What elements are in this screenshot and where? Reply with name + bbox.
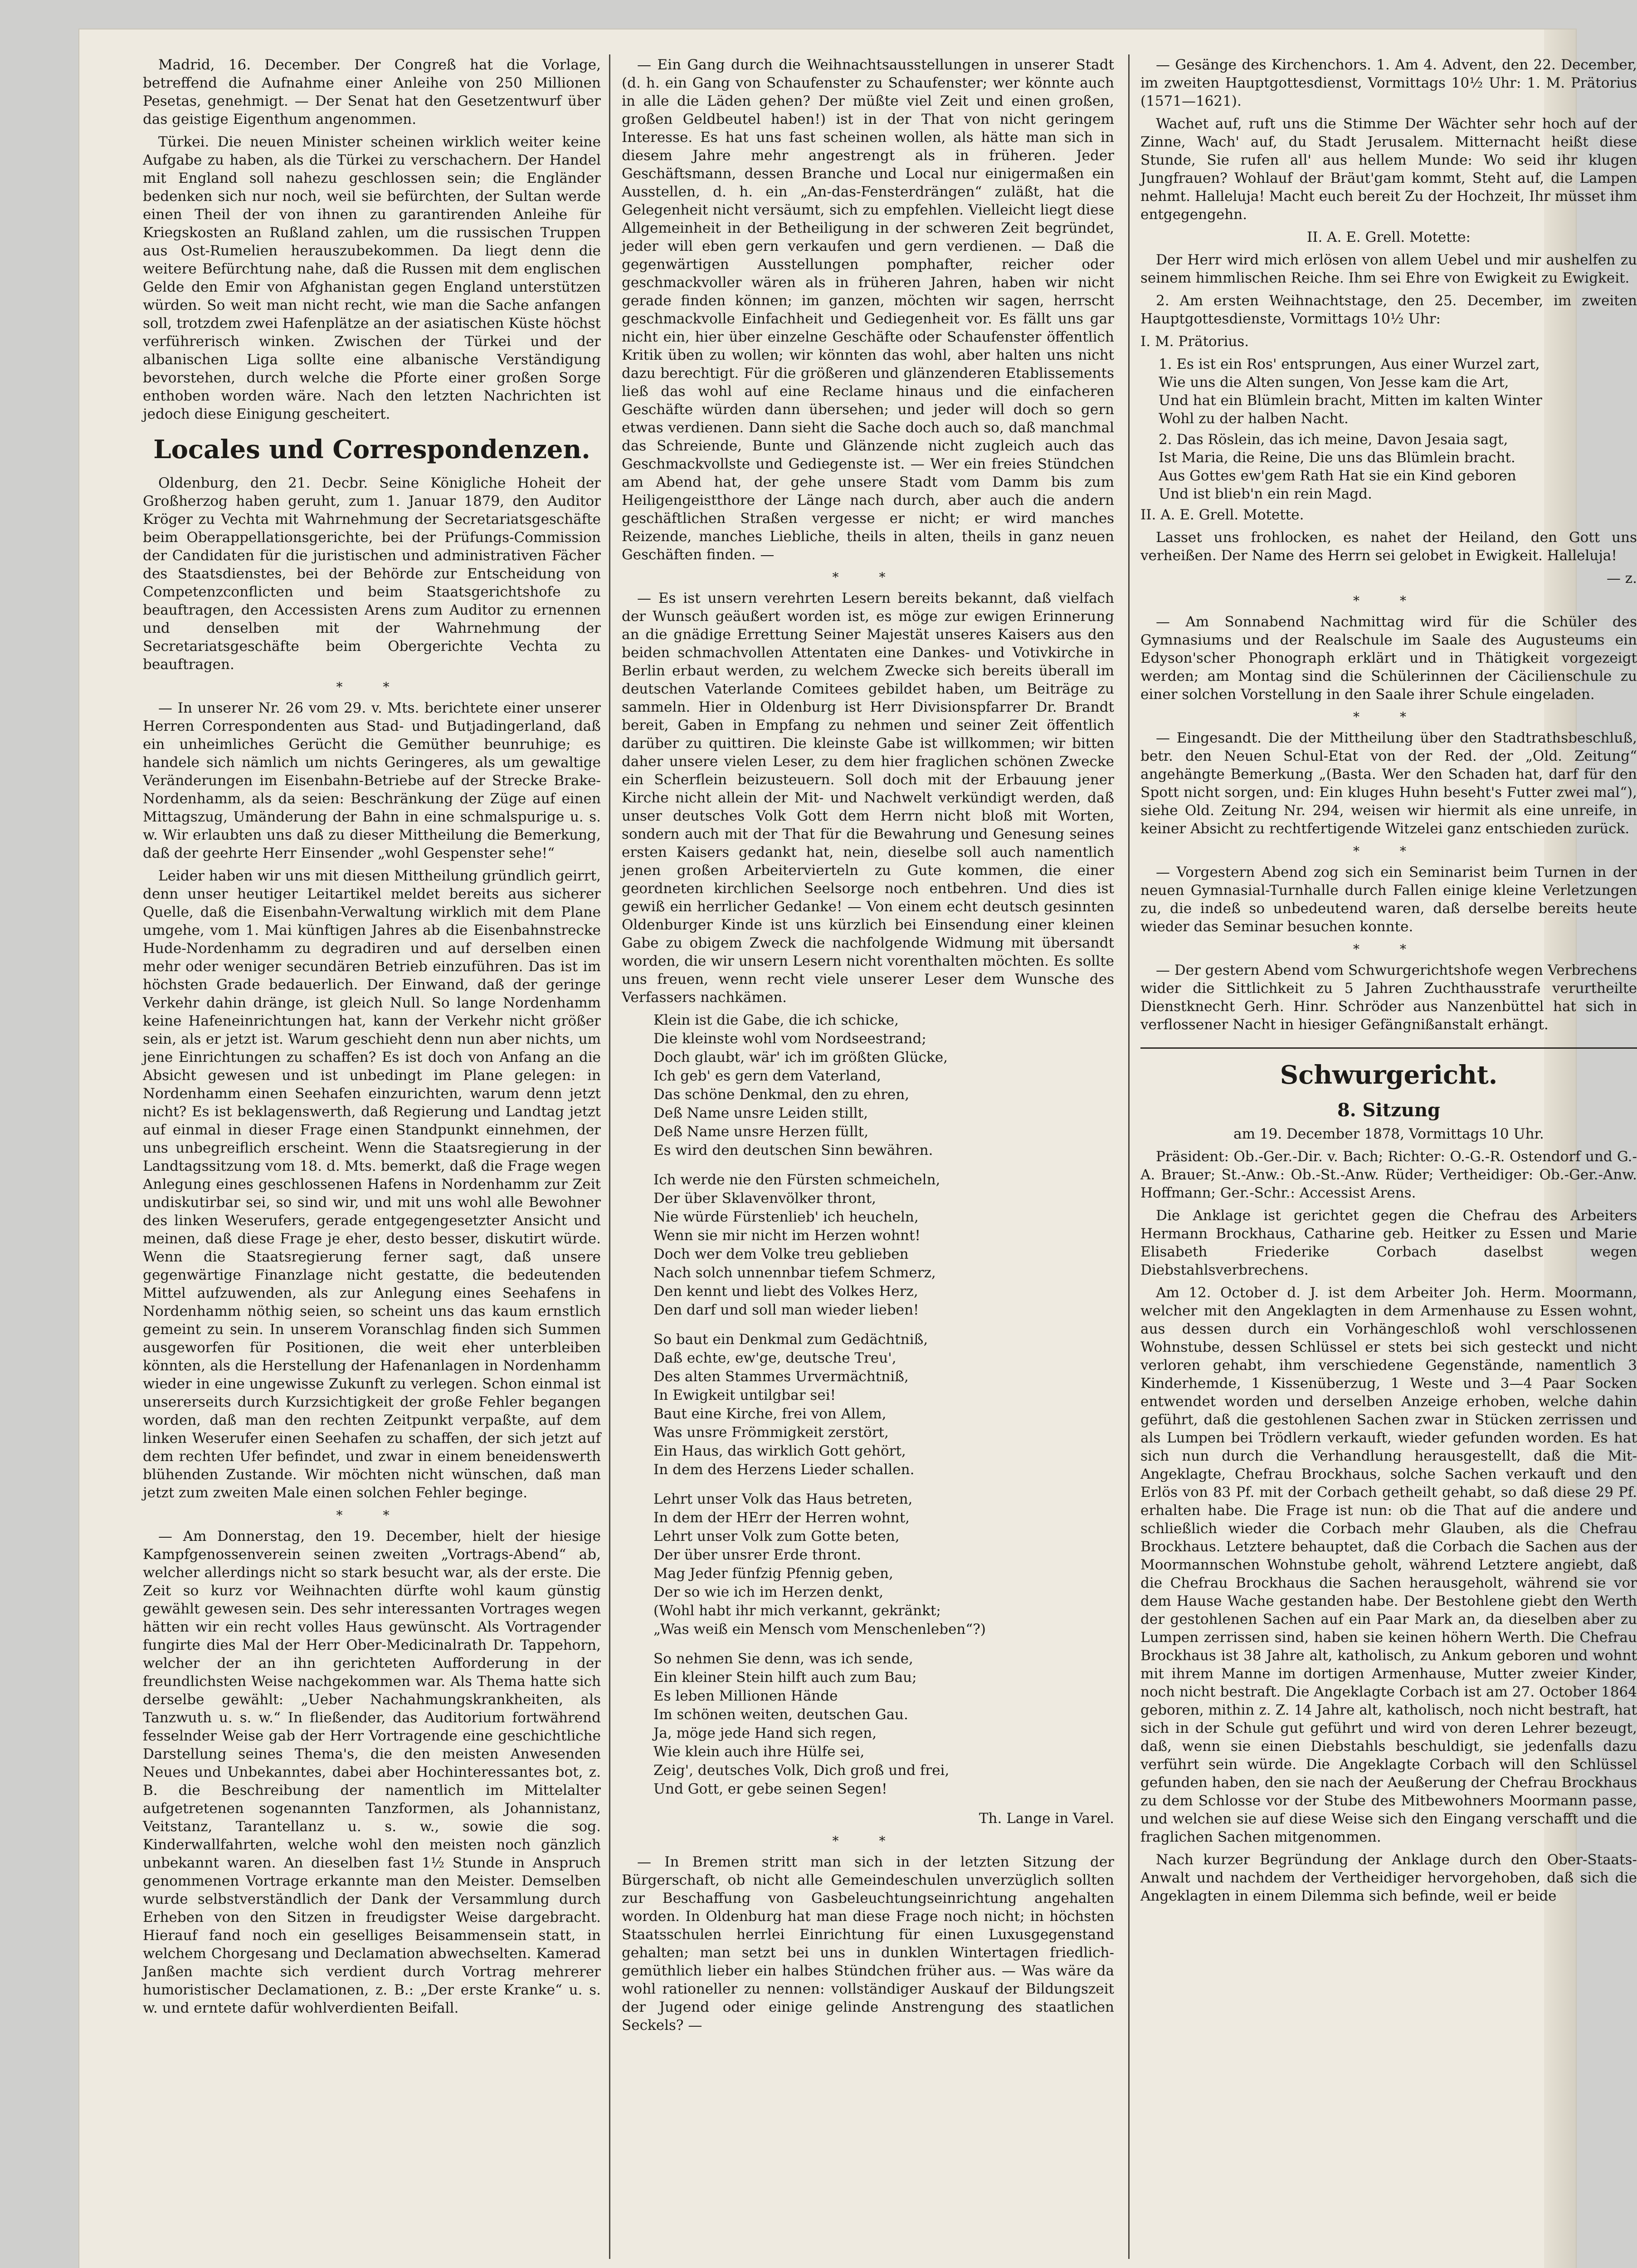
verse-line: Ist Maria, die Reine, Die uns das Blümlein bracht. bbox=[1159, 450, 1515, 466]
verse-line: Und Gott, er gebe seinen Segen! bbox=[653, 1781, 887, 1797]
motette-text-2: Lasset uns frohlocken, es nahet der Heiland, den Gott uns verheißen. Der Name des Herrn sei gelobet in Ewigkeit. Halleluja! bbox=[1140, 529, 1637, 564]
verse-line: Nach solch unnennbar tiefem Schmerz, bbox=[653, 1265, 936, 1281]
poem-signature: Th. Lange in Varel. bbox=[979, 1810, 1114, 1827]
article-madrid: Madrid, 16. December. Der Congreß hat die Vorlage, betreffend die Aufnahme einer Anleihe von 250 Millionen Pesetas, genehmigt. — Der Senat hat den Gesetzentwurf über das geistige Eigenthum angenommen. bbox=[143, 57, 601, 127]
article-kampfgenossenverein: — Am Donnerstag, den 19. December, hielt der hiesige Kampfgenossenverein seinen zweiten „Vortrags-Abend“ ab, welcher allerdings nicht so stark besucht war, als der erste. Die Zeit so kurz vor Weihnachten dürfte wohl kaum günstig gewählt gewesen sein. Des sehr interessanten Vortrages wegen hätten wir ein recht volles Haus gewünscht. Als Vortragender fungirte dies Mal der Herr Ober-Medicinalrath Dr. Tappehorn, welcher der an ihn gerichteten Aufforderung in der freundlichsten Weise nachgekommen war. Als Thema hatte sich derselbe gewählt: „Ueber Nachahmungskrankheiten, als Tanzwuth u. s. w.“ In fließender, das Auditorium fortwährend fesselnder Weise gab der Herr Vortragende eine geschichtliche Darstellung seines Thema's, die den meisten Anwesenden Neues und Unbekanntes, dabei aber Hochinteressantes bot, z. B. die Beschreibung der namentlich im Mittelalter aufgetretenen sogenannten Tanzformen, als Johannistanz, Veitstanz, Tarantellanz u. s. w., sowie die sog. Kinderwallfahrten, welche wohl den meisten noch gänzlich unbekannt waren. An dieselben fast 1½ Stunde in Anspruch genommenen Vortrage erkannte man den Meister. Demselben wurde selbstverständlich der Dank der Versammlung durch Erheben von den Sitzen in freudigster Weise dargebracht. Hierauf fand noch ein geselliges Beisammensein statt, in welchem Chorgesang und Declamation abwechselten. Kamerad Janßen machte sich verdient durch Vortrag mehrerer humoristischer Declamationen, z. B.: „Der erste Kranke“ u. s. w. und erntete dafür wohlverdienten Beifall. bbox=[143, 1528, 601, 2016]
article-votivkirche: — Es ist unsern verehrten Lesern bereits bekannt, daß vielfach der Wunsch geäußert worden ist, es möge zur ewigen Erinnerung an die gnädige Errettung Seiner Majestät unseres Kaisers aus den beiden schmachvollen Attentaten eine Dankes- und Votivkirche in Berlin erbaut werden, zu welchem Zwecke sich bereits überall im deutschen Vaterlande Comitees gebildet haben, um Beiträge zu sammeln. Hier in Oldenburg ist Herr Divisionspfarrer Dr. Brandt bereit, Gaben in Empfang zu nehmen und seiner Zeit öffentlich darüber zu quittiren. Die kleinste Gabe ist willkommen; wir bitten daher unsere vielen Leser, zu dem hier fraglichen schönen Zwecke ein Scherflein beizusteuern. Soll doch mit der Erbauung jener Kirche nicht allein der Mit- und Nachwelt verkündigt werden, daß unser deutsches Volk Gott dem Herrn nicht bloß mit Worten, sondern auch mit der That für die Bewahrung und Genesung seines ersten Kaisers gedankt hat, nein, dieselbe soll auch namentlich jenen großen Arbeitervierteln zu Gute kommen, die einer geordneten kirchlichen Seelsorge noch entbehren. Und dies ist gewiß ein herrlicher Gedanke! — Von einem echt deutsch gesinnten Oldenburger Kinde ist uns kürzlich bei Einsendung einer kleinen Gabe zu obigem Zweck die nachfolgende Widmung mit übersandt worden, die wir unsern Lesern nicht vorenthalten möchten. Es sollte uns freuen, wenn recht viele unserer Leser dem Wunsche des Verfassers nachkämen. bbox=[622, 590, 1114, 1006]
article-weihnachtsausstellungen: — Ein Gang durch die Weihnachtsausstellungen in unserer Stadt (d. h. ein Gang von Schaufenster zu Schaufenster; wer könnte auch in alle die Läden gehen? Der müßte viel Zeit und einen großen, großen Geldbeutel haben!) ist in der That von nicht geringem Interesse. Es hat uns fast scheinen wollen, als hätte man sich in diesem Jahre mehr angestrengt als in früheren. Jeder Geschäftsmann, dessen Branche und Local nur einigermaßen ein Ausstellen, d. h. ein „An-das-Fensterdrängen“ zuläßt, hat die Gelegenheit nicht versäumt, sich zu empfehlen. Vielleicht liegt diese Allgemeinheit in der Betheiligung in der schweren Zeit begründet, jeder will eben gern verkaufen und gern verdienen. — Daß die gegenwärtigen Ausstellungen pomphafter, reicher oder geschmackvoller wären als in früheren Jahren, haben wir nicht gerade finden können; im ganzen, möchten wir sagen, herrscht geschmackvolle Einfachheit und Gediegenheit vor. Es fällt uns gar nicht ein, hier über einzelne Geschäfte oder Schaufenster öffentlich Kritik üben zu wollen; wir könnten das wohl, aber halten uns nicht dazu berechtigt. Für die größeren und glänzenderen Etablissements ließ das wohl auf eine Reclame hinaus und die einfacheren Geschäfte würden dann übersehen; und jeder will doch so gern etwas verdienen. Dann sieht die Sache doch auch so, daß manchmal das Schreiende, Bunte und Glänzende nicht zugleich auch das Geschmackvollste und Gediegenste ist. — Wer ein freies Stündchen am Abend hat, der gehe unsere Stadt vom Damm bis zum Heiligengeistthore der Länge nach durch, aber auch die andern geschäftlichen Straßen vergesse er nicht; er wird manches Reizende, manches Liebliche, theils in alten, theils in ganz neuen Geschäften finden. — bbox=[622, 57, 1114, 563]
separator-stars: * * bbox=[336, 679, 408, 694]
verse-line: Und ist blieb'n ein rein Magd. bbox=[1159, 486, 1372, 502]
verse-line: Deß Name unsre Herzen füllt, bbox=[653, 1124, 869, 1140]
verse-line: Wie klein auch ihre Hülfe sei, bbox=[653, 1744, 865, 1760]
column-rule-right bbox=[1128, 54, 1130, 2259]
section-title-locales: Locales und Correspondenzen. bbox=[153, 435, 590, 464]
verse-line: Ja, möge jede Hand sich regen, bbox=[653, 1725, 877, 1741]
verse-line: In dem der HErr der Herren wohnt, bbox=[653, 1510, 910, 1526]
column-rule-left bbox=[609, 54, 610, 2259]
court-members: Präsident: Ob.-Ger.-Dir. v. Bach; Richter: O.-G.-R. Ostendorf und G.-A. Brauer; St.-Anw.: Ob.-St.-Anw. Rüder; Vertheidiger: Ob.-Ger.-Anw. Hoffmann; Ger.-Schr.: Accessist Arens. bbox=[1140, 1149, 1637, 1201]
verse-line: Klein ist die Gabe, die ich schicke, bbox=[653, 1012, 899, 1028]
verse-line: So nehmen Sie denn, was ich sende, bbox=[653, 1651, 913, 1667]
verse-line: 1. Es ist ein Ros' entsprungen, Aus einer Wurzel zart, bbox=[1159, 356, 1540, 372]
verse-line: Doch glaubt, wär' ich im größten Glücke, bbox=[653, 1049, 948, 1066]
session-number: 8. Sitzung bbox=[1337, 1100, 1441, 1121]
verse-line: Wenn sie mir nicht im Herzen wohnt! bbox=[653, 1227, 921, 1244]
verse-line: Wie uns die Alten sungen, Von Jesse kam die Art, bbox=[1159, 374, 1509, 391]
motette-heading-2: II. A. E. Grell. Motette. bbox=[1140, 507, 1304, 523]
verse-line: So baut ein Denkmal zum Gedächtniß, bbox=[653, 1331, 928, 1348]
hymn-verse-1 bbox=[1159, 355, 1637, 428]
article-brake: — In unserer Nr. 26 vom 29. v. Mts. berichtete einer unserer Herren Correspondenten aus Stad- und Butjadingerland, daß ein unheimliches Gerücht die Gemüther beunruhige; es handele sich nämlich um nichts Geringeres, als um gewaltige Veränderungen im Eisenbahn-Betriebe auf der Strecke Brake-Nordenhamm, als da seien: Beschränkung der Züge auf einen Mittagszug, Umänderung der Bahn in eine schmalspurige u. s. w. Wir erlaubten uns daß zu dieser Mittheilung die Bemerkung, daß der geehrte Herr Einsender „wohl Gespenster sehe!“ bbox=[143, 700, 601, 861]
newspaper-page bbox=[79, 29, 1637, 2268]
hymn-verse-2 bbox=[1159, 430, 1637, 503]
verse-line: In Ewigkeit untilgbar sei! bbox=[653, 1387, 836, 1403]
verse-line: Und hat ein Blümlein bracht, Mitten im kalten Winter bbox=[1159, 392, 1542, 409]
verse-line: Lehrt unser Volk zum Gotte beten, bbox=[653, 1528, 900, 1545]
article-schwurgericht-note: — Der gestern Abend vom Schwurgerichtshofe wegen Verbrechens wider die Sittlichkeit zu 5 Jahren Zuchthausstrafe verurtheilte Dienstknecht Gerh. Hinr. Schröder aus Nanzenbüttel hat sich in verflossener Nacht in hiesiger Gefängnißanstalt erhängt. bbox=[1140, 962, 1637, 1033]
verse-line: Des alten Stammes Urvermächtniß, bbox=[653, 1369, 909, 1385]
verse-line: Der so wie ich im Herzen denkt, bbox=[653, 1584, 884, 1600]
separator-stars: * * bbox=[1353, 942, 1424, 957]
verse-line: Die kleinste wohl vom Nordseestrand; bbox=[653, 1031, 926, 1047]
verse-line: Lehrt unser Volk das Haus betreten, bbox=[653, 1491, 913, 1507]
verse-line: Der über unsrer Erde thront. bbox=[653, 1547, 862, 1563]
separator-stars: * * bbox=[1353, 844, 1424, 859]
verse-line: Im schönen weiten, deutschen Gau. bbox=[653, 1706, 908, 1723]
verse-line: Der über Sklavenvölker thront, bbox=[653, 1190, 877, 1207]
verse-line: Deß Name unsre Leiden stillt, bbox=[653, 1105, 868, 1121]
composer-praetorius: I. M. Prätorius. bbox=[1140, 333, 1249, 350]
section-divider bbox=[1140, 1047, 1637, 1049]
verse-line: Es leben Millionen Hände bbox=[653, 1688, 838, 1704]
article-bremen: — In Bremen stritt man sich in der letzten Sitzung der Bürgerschaft, ob nicht alle Gemeindeschulen unverzüglich sollten zur Beschaffung von Gasbeleuchtungseinrichtung angehalten worden. In Oldenburg hat man diese Frage noch nicht; in höchsten Staatsschulen herrlei Einrichtung für einen Luxusgegenstand gehalten; man setzt bei uns in dunklen Wintertagen friedlich-gemüthlich lieber ein halbes Stündchen früher aus. — Was wäre da wohl rationeller zu nennen: vollständiger Auskauf der Bildungszeit der Jugend oder einige gelinde Anstrengung des staatlichen Seckels? — bbox=[622, 1854, 1114, 2033]
verse-line: Doch wer dem Volke treu geblieben bbox=[653, 1246, 909, 1262]
verse-line: Ein Haus, das wirklich Gott gehört, bbox=[653, 1443, 906, 1459]
separator-stars: * * bbox=[1353, 593, 1424, 608]
article-brake-continued: Leider haben wir uns mit diesen Mittheilung gründlich geirrt, denn unser heutiger Leitartikel meldet bereits aus sicherer Quelle, daß die Eisenbahn-Verwaltung wirklich mit dem Plane umgehe, vom 1. Mai künftigen Jahres ab die Eisenbahnstrecke Hude-Nordenhamm zu degradiren und auf derselben einen mehr oder weniger secundären Betrieb einzuführen. Das ist im höchsten Grade bedauerlich. Der Einwand, daß der geringe Verkehr dahin dränge, ist gleich Null. So lange Nordenhamm keine Hafeneinrichtungen hat, kann der Verkehr nicht größer sein, als er jetzt ist. Warum geschieht denn nun aber nichts, um jene Einrichtungen zu schaffen? Es ist doch von Anfang an die Absicht gewesen und ist unbedingt im Plane gelegen: in Nordenhamm einen Seehafen einzurichten, warum denn jetzt nicht? Es ist beklagenswerth, daß Regierung und Landtag jetzt auf einmal in dieser Frage einen Standpunkt einnehmen, der uns unbegreiflich erscheint. Wenn die Staatsregierung in der Landtagssitzung vom 18. d. Mts. bemerkt, daß die Frage wegen Anlegung eines geschlossenen Hafens in Nordenhamm zur Zeit undiskutirbar sei, so sind wir, und mit uns wohl alle Bewohner des linken Weserufers, gerade entgegengesetzter Ansicht und meinen, daß diese Frage je eher, desto besser, diskutirt würde. Wenn die Staatsregierung ferner sagt, daß unsere gegenwärtige Finanzlage nicht gestatte, die bedeutenden Mittel aufzuwenden, als zur Anlegung eines Seehafens in Nordenhamm nöthig seien, so scheint uns das kaum ernstlich gemeint zu sein. In unserem Voranschlag finden sich Summen ausgeworfen für Positionen, die weit eher unterbleiben könnten, als die Herstellung der Hafenanlagen in Nordenhamm wieder in eine ungewisse Zukunft zu verlegen. Schon einmal ist unsererseits durch Kurzsichtigkeit der große Fehler begangen worden, daß man den rechten Zeitpunkt verpaßte, auf dem linken Weserufer einen Seehafen zu schaffen, der sich jetzt auf dem rechten Ufer befindet, und zwar in einem beneidenswerth blühenden Zustande. Wir möchten nicht wünschen, daß man jetzt zum zweiten Male einen solchen Fehler beginge. bbox=[143, 868, 601, 1501]
verse-line: Mag Jeder fünfzig Pfennig geben, bbox=[653, 1565, 893, 1582]
verse-line: Nie würde Fürstenlieb' ich heucheln, bbox=[653, 1209, 919, 1225]
section-title-schwurgericht: Schwurgericht. bbox=[1280, 1060, 1498, 1090]
verse-line: Aus Gottes ew'gem Rath Hat sie ein Kind geboren bbox=[1159, 468, 1516, 484]
article-seminarist: — Vorgestern Abend zog sich ein Seminarist beim Turnen in der neuen Gymnasial-Turnhalle durch Fallen einige kleine Verletzungen zu, die indeß so unbedeutend waren, daß derselbe bereits heute wieder das Seminar besuchen konnte. bbox=[1140, 864, 1637, 935]
column-left bbox=[143, 56, 601, 2256]
poem-stanza-4 bbox=[653, 1490, 1114, 1639]
motette-heading-1: II. A. E. Grell. Motette: bbox=[1306, 229, 1471, 245]
verse-line: Den darf und soll man wieder lieben! bbox=[653, 1302, 919, 1318]
verse-line: Ein kleiner Stein hilft auch zum Bau; bbox=[653, 1669, 917, 1686]
motette-text-1: Der Herr wird mich erlösen von allem Uebel und mir aushelfen zu seinem himmlischen Reiche. Ihm sei Ehre von Ewigkeit zu Ewigkeit. bbox=[1140, 252, 1637, 286]
verse-line: „Was weiß ein Mensch vom Menschenleben“?) bbox=[653, 1621, 986, 1637]
verse-line: Das schöne Denkmal, den zu ehren, bbox=[653, 1086, 910, 1103]
verse-line: Es wird den deutschen Sinn bewähren. bbox=[653, 1142, 933, 1158]
verse-line: Zeig', deutsches Volk, Dich groß und frei, bbox=[653, 1762, 950, 1779]
poem-stanza-2 bbox=[653, 1171, 1114, 1320]
separator-stars: * * bbox=[832, 1833, 904, 1848]
author-initial: — z. bbox=[1606, 570, 1637, 587]
verse-line: 2. Das Röslein, das ich meine, Davon Jesaia sagt, bbox=[1159, 431, 1508, 448]
verse-line: Den kennt und liebt des Volkes Herz, bbox=[653, 1283, 918, 1300]
poem-stanza-3 bbox=[653, 1330, 1114, 1479]
hymn-wachet-auf: Wachet auf, ruft uns die Stimme Der Wächter sehr hoch auf der Zinne, Wach' auf, du Stadt Jerusalem. Mitternacht heißt diese Stunde, Sie rufen all' aus hellem Munde: Wo seid ihr klugen Jungfrauen? Wohlauf der Bräut'gam kommt, Steht auf, die Lampen nehmt. Halleluja! Macht euch bereit Zu der Hochzeit, Ihr müsset ihm entgegengehn. bbox=[1140, 116, 1637, 223]
verse-line: Baut eine Kirche, frei von Allem, bbox=[653, 1406, 887, 1422]
separator-stars: * * bbox=[336, 1508, 408, 1523]
article-kirchenchor: — Gesänge des Kirchenchors. 1. Am 4. Advent, den 22. December, im zweiten Hauptgottesdienst, Vormittags 10½ Uhr: 1. M. Prätorius (1571—1621). bbox=[1140, 57, 1637, 109]
christmas-service: 2. Am ersten Weihnachtstage, den 25. December, im zweiten Hauptgottesdienste, Vormittags 10½ Uhr: bbox=[1140, 293, 1637, 327]
separator-stars: * * bbox=[1353, 709, 1424, 724]
verse-line: In dem des Herzens Lieder schallen. bbox=[653, 1461, 915, 1478]
verse-line: Ich werde nie den Fürsten schmeicheln, bbox=[653, 1172, 940, 1188]
session-date: am 19. December 1878, Vormittags 10 Uhr. bbox=[1233, 1126, 1544, 1142]
poem-stanza-1 bbox=[653, 1011, 1114, 1160]
verse-line: Was unsre Frömmigkeit zerstört, bbox=[653, 1424, 889, 1441]
verse-line: Daß echte, ew'ge, deutsche Treu', bbox=[653, 1350, 896, 1366]
verse-line: Wohl zu der halben Nacht. bbox=[1159, 411, 1349, 427]
verse-line: Ich geb' es gern dem Vaterland, bbox=[653, 1068, 881, 1084]
article-oldenburg: Oldenburg, den 21. Decbr. Seine Königliche Hoheit der Großherzog haben geruht, zum 1. Januar 1879, den Auditor Kröger zu Vechta mit Wahrnehmung der Secretariatsgeschäfte beim Oberappellationsgerichte, bei der Prüfungs-Commission der Candidaten für die juristischen und administrativen Fächer des Staatsdienstes, bei der Behörde zur Entscheidung von Competenzconflicten und beim Staatsgerichtshofe zu beauftragen, den Accessisten Arens zum Auditor zu ernennen und denselben mit der Wahrnehmung der Secretariatsgeschäfte beim Obergerichte Vechta zu beauftragen. bbox=[143, 475, 601, 673]
court-proceedings: Nach kurzer Begründung der Anklage durch den Ober-Staats-Anwalt und nachdem der Vertheidiger hervorgehoben, daß sich die Angeklagten in einem Dilemma sich befinde, weil er beide bbox=[1140, 1852, 1637, 1904]
column-right bbox=[1140, 56, 1637, 2256]
article-eingesandt: — Eingesandt. Die der Mittheilung über den Stadtrathsbeschluß, betr. den Neuen Schul-Etat von der Red. der „Old. Zeitung“ angehängte Bemerkung „(Basta. Wer den Schaden hat, darf für den Spott nicht sorgen, und: Ein kluges Huhn beseht's Futter zwei mal“), siehe Old. Zeitung Nr. 294, weisen wir hiermit als eine unreife, in keiner Absicht zu rechtfertigende Witzelei ganz entschieden zurück. bbox=[1140, 730, 1637, 837]
article-phonograph: — Am Sonnabend Nachmittag wird für die Schüler des Gymnasiums und der Realschule im Saale des Augusteums ein Edyson'scher Phonograph erklärt und in Thätigkeit vorgezeigt werden; am Montag sind die Schülerinnen der Cäcilienschule zu einer solchen Vorstellung in den Saale ihrer Schule eingeladen. bbox=[1140, 614, 1637, 703]
separator-stars: * * bbox=[832, 570, 904, 585]
verse-line: (Wohl habt ihr mich verkannt, gekränkt; bbox=[653, 1603, 941, 1619]
poem-stanza-5 bbox=[653, 1650, 1114, 1799]
article-tuerkei: Türkei. Die neuen Minister scheinen wirklich weiter keine Aufgabe zu haben, als die Türkei zu verschachern. Der Handel mit England soll nahezu geschlossen sein; die Engländer bedenken sich nur noch, weil sie befürchten, der Sultan werde einen Theil der von ihnen zu garantirenden Anleihe für Kriegskosten an Rußland zahlen, um die russischen Truppen aus Ost-Rumelien herauszubekommen. Da liegt denn die weitere Befürchtung nahe, daß die Russen mit dem englischen Gelde den Emir von Afghanistan gegen England unterstützen würden. So weit man nicht recht, wie man die Sache anfangen soll, trotzdem zwei Hafenplätze an der asiatischen Küste höchst verführerisch winken. Zwischen der Türkei und der albanischen Liga sollte eine albanische Verständigung bevorstehen, durch welche die Pforte einer großen Sorge enthoben worden wäre. Nach den letzten Nachrichten ist jedoch diese Einigung gescheitert. bbox=[143, 134, 601, 422]
court-charge: Die Anklage ist gerichtet gegen die Chefrau des Arbeiters Hermann Brockhaus, Catharine geb. Heitker zu Essen und Marie Elisabeth Friederike Corbach daselbst wegen Diebstahlsverbrechens. bbox=[1140, 1207, 1637, 1278]
column-middle bbox=[622, 56, 1114, 2256]
court-facts: Am 12. October d. J. ist dem Arbeiter Joh. Herm. Moormann, welcher mit den Angeklagten in dem Armenhause zu Essen wohnt, aus dessen durch ein Vorhängeschloß wohl verschlossenen Wohnstube, dessen Schlüssel er stets bei sich gesteckt und nicht verloren gehabt, ihm verschiedene Gegenstände, namentlich 3 Kinderhemde, 1 Kissenüberzug, 1 Weste und 3—4 Paar Socken entwendet worden und derselben Anzeige erhoben, welche dahin geführt, daß die gestohlenen Sachen zwar in Stücken zerrissen und als Lumpen bei Trödlern verkauft, wieder gefunden worden. Es hat sich nun durch die Verhandlung herausgestellt, daß die Mit-Angeklagte, Chefrau Brockhaus, solche Sachen verkauft und den Erlös von 83 Pf. mit der Corbach getheilt gehabt, so daß diese 29 Pf. erhalten habe. Die Frage ist nun: ob die That auf die andere und schließlich wieder die Corbach mehr Glauben, als die Chefrau Brockhaus. Letztere behauptet, daß die Corbach die Sachen aus der Moormannschen Wohnstube geholt, während Letztere angiebt, daß die Chefrau Brockhaus die Sachen herausgeholt, während sie vor dem Hause Wache gestanden habe. Der Bestohlene giebt den Werth der gestohlenen Sachen auf ein Paar Mark an, da dieselben aber zu Lumpen zerrissen sind, haben sie keinen höhern Werth. Die Chefrau Brockhaus ist 38 Jahre alt, katholisch, zu Ankum geboren und wohnt mit ihrem Manne im dortigen Armenhause, Mutter zweier Kinder, noch nicht bestraft. Die Angeklagte Corbach ist am 27. October 1864 geboren, mithin z. Z. 14 Jahre alt, katholisch, noch nicht bestraft, hat sich in der Schule gut geführt und wird von deren Lehrer bezeugt, daß, wenn sie einen Diebstahls beschuldigt, sie jedenfalls dazu verführt sein würde. Die Angeklagte Corbach will den Schlüssel gefunden haben, den sie nach der Aeußerung der Chefrau Brockhaus zu dem Schlosse vor der Stube des Mitbewohners Moormann passe, und welchen sie auf diese Weise sich den Eingang verschafft und die fraglichen Sachen mitgenommen. bbox=[1140, 1285, 1637, 1845]
